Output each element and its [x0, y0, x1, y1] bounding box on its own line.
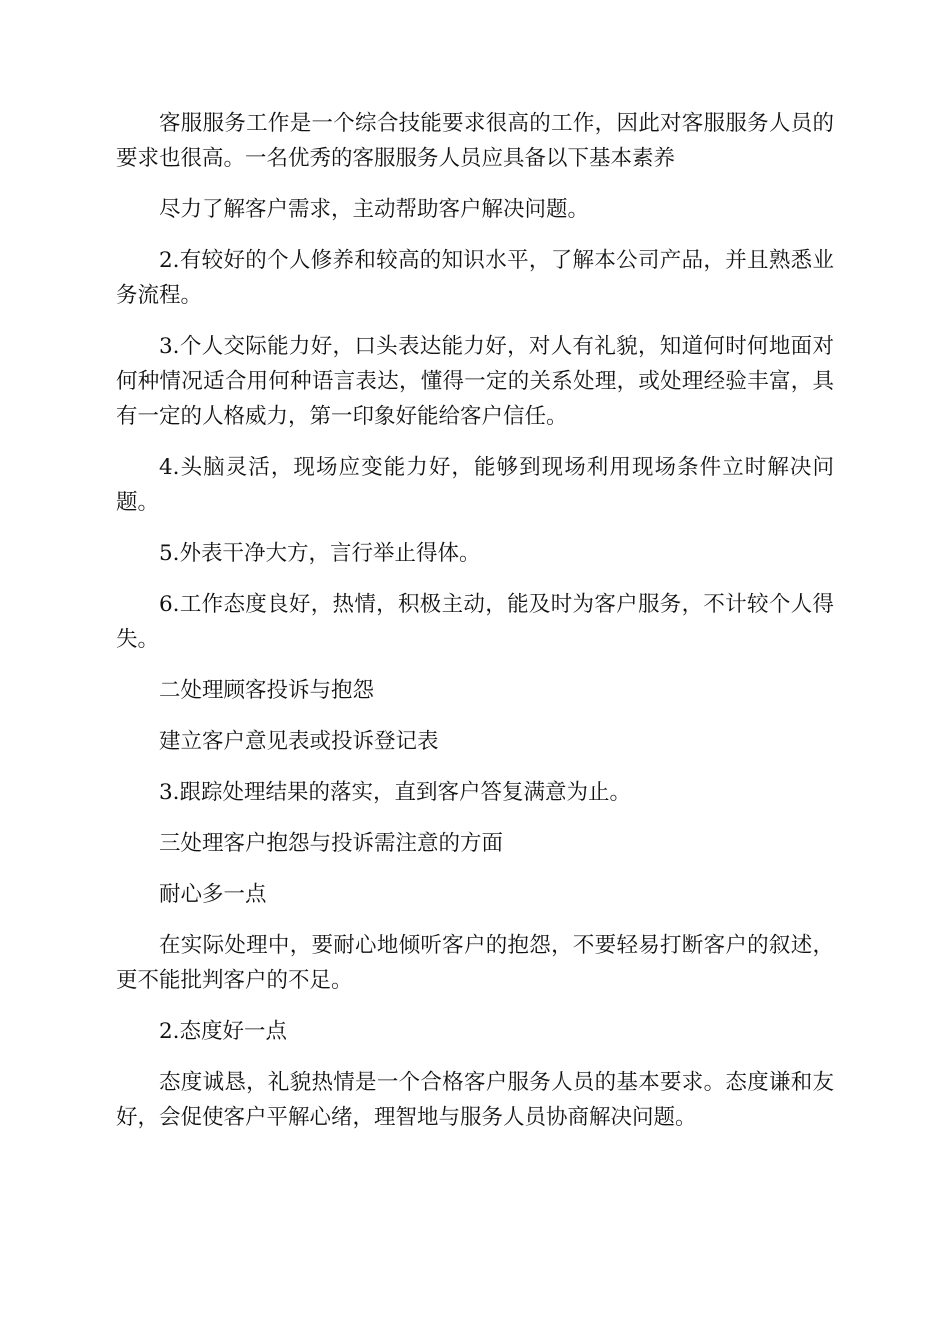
intro-paragraph: 客服服务工作是一个综合技能要求很高的工作，因此对客服服务人员的要求也很高。一名优秀的客服服务人员应具备以下基本素养	[116, 111, 834, 171]
section-heading-notes: 三处理客户抱怨与投诉需注意的方面	[159, 831, 504, 856]
paragraph-feedback-form: 建立客户意见表或投诉登记表	[159, 729, 439, 754]
paragraph-attitude: 态度诚恳，礼貌热情是一个合格客户服务人员的基本要求。态度谦和友好，会促使客户平解心绪，理智地与服务人员协商解决问题。	[116, 1070, 834, 1130]
section-heading-complaints: 二处理顾客投诉与抱怨	[159, 678, 375, 703]
paragraph-follow-up: 3.跟踪处理结果的落实，直到客户答复满意为止。	[159, 780, 632, 805]
paragraph-item-3: 3.个人交际能力好，口头表达能力好，对人有礼貌，知道何时何地面对何种情况适合用何种语言表达，懂得一定的关系处理，或处理经验丰富，具有一定的人格威力，第一印象好能给客户信任。	[116, 334, 834, 429]
paragraph-item-6: 6.工作态度良好，热情，积极主动，能及时为客户服务，不计较个人得失。	[116, 592, 834, 652]
subheading-patience: 耐心多一点	[159, 882, 267, 907]
paragraph-understand-needs: 尽力了解客户需求，主动帮助客户解决问题。	[159, 197, 590, 222]
paragraph-patience: 在实际处理中，要耐心地倾听客户的抱怨，不要轻易打断客户的叙述，更不能批判客户的不足。	[116, 933, 834, 993]
paragraph-item-5: 5.外表干净大方，言行举止得体。	[159, 541, 481, 566]
paragraph-item-4: 4.头脑灵活，现场应变能力好，能够到现场利用现场条件立时解决问题。	[116, 455, 834, 515]
subheading-attitude: 2.态度好一点	[159, 1019, 288, 1044]
paragraph-item-2: 2.有较好的个人修养和较高的知识水平，了解本公司产品，并且熟悉业务流程。	[116, 248, 834, 308]
document-body	[116, 106, 834, 1151]
